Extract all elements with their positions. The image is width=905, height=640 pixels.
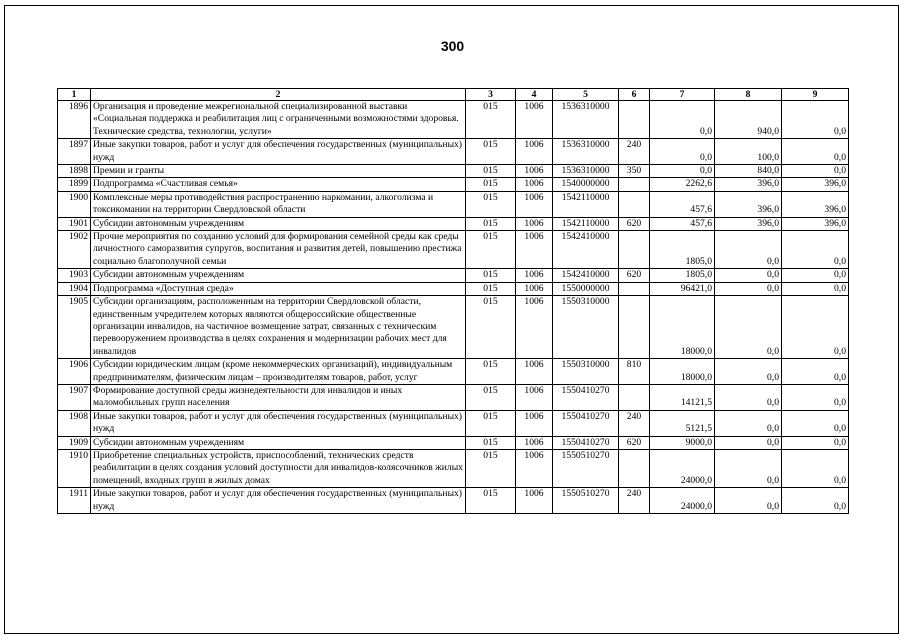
header-col-7: 7	[650, 89, 715, 101]
row-expense-type: 620	[619, 217, 650, 230]
row-section-code: 1006	[516, 139, 553, 165]
row-target-code: 1542410000	[553, 231, 619, 269]
row-number: 1910	[58, 449, 91, 487]
row-amount-year2: 0,0	[715, 282, 782, 295]
row-amount-year2: 100,0	[715, 139, 782, 165]
row-name: Субсидии автономным учреждениям	[91, 436, 466, 449]
row-amount-year1: 0,0	[650, 165, 715, 178]
row-section-code: 1006	[516, 359, 553, 385]
row-amount-year2: 840,0	[715, 165, 782, 178]
row-amount-year3: 0,0	[782, 384, 849, 410]
row-name: Подпрограмма «Доступная среда»	[91, 282, 466, 295]
row-amount-year3: 0,0	[782, 410, 849, 436]
table-row	[58, 488, 849, 514]
table-body	[58, 101, 849, 514]
row-section-code: 1006	[516, 217, 553, 230]
table-row	[58, 139, 849, 165]
row-amount-year3: 396,0	[782, 178, 849, 191]
row-amount-year3: 0,0	[782, 488, 849, 514]
row-ministry-code: 015	[466, 296, 516, 359]
row-name: Формирование доступной среды жизнедеятельности для инвалидов и иных маломобильных групп населения	[91, 384, 466, 410]
table-row	[58, 436, 849, 449]
row-target-code: 1550510270	[553, 449, 619, 487]
row-name: Организация и проведение межрегиональной специализированной выставки «Социальная поддержка и реабилитация лиц с ограниченными возможностями здоровья. Технические средства, технологии, услуги»	[91, 101, 466, 139]
header-col-2: 2	[91, 89, 466, 101]
row-name: Иные закупки товаров, работ и услуг для обеспечения государственных (муниципальных) нужд	[91, 410, 466, 436]
row-section-code: 1006	[516, 101, 553, 139]
header-col-1: 1	[58, 89, 91, 101]
row-amount-year3: 0,0	[782, 449, 849, 487]
row-amount-year2: 0,0	[715, 410, 782, 436]
row-number: 1896	[58, 101, 91, 139]
row-amount-year1: 18000,0	[650, 296, 715, 359]
row-amount-year1: 14121,5	[650, 384, 715, 410]
row-name: Комплексные меры противодействия распространению наркомании, алкоголизма и токсикомании на территории Свердловской области	[91, 191, 466, 217]
row-target-code: 1550310000	[553, 359, 619, 385]
row-section-code: 1006	[516, 436, 553, 449]
row-section-code: 1006	[516, 384, 553, 410]
row-ministry-code: 015	[466, 449, 516, 487]
row-amount-year1: 5121,5	[650, 410, 715, 436]
row-ministry-code: 015	[466, 191, 516, 217]
row-amount-year3: 396,0	[782, 191, 849, 217]
row-number: 1898	[58, 165, 91, 178]
row-expense-type: 240	[619, 410, 650, 436]
row-amount-year2: 0,0	[715, 488, 782, 514]
row-expense-type: 810	[619, 359, 650, 385]
row-expense-type	[619, 191, 650, 217]
row-expense-type: 240	[619, 139, 650, 165]
table-row	[58, 359, 849, 385]
row-number: 1911	[58, 488, 91, 514]
row-amount-year2: 0,0	[715, 449, 782, 487]
row-ministry-code: 015	[466, 231, 516, 269]
row-amount-year1: 1805,0	[650, 269, 715, 282]
row-target-code: 1550310000	[553, 296, 619, 359]
row-target-code: 1542410000	[553, 269, 619, 282]
header-col-9: 9	[782, 89, 849, 101]
row-ministry-code: 015	[466, 178, 516, 191]
row-name: Иные закупки товаров, работ и услуг для обеспечения государственных (муниципальных) нужд	[91, 488, 466, 514]
table-header-row	[58, 89, 849, 101]
row-expense-type: 620	[619, 436, 650, 449]
row-amount-year2: 0,0	[715, 359, 782, 385]
table-row	[58, 282, 849, 295]
row-amount-year2: 0,0	[715, 436, 782, 449]
row-number: 1903	[58, 269, 91, 282]
row-expense-type	[619, 178, 650, 191]
row-amount-year3: 0,0	[782, 269, 849, 282]
row-ministry-code: 015	[466, 436, 516, 449]
table-row	[58, 269, 849, 282]
row-target-code: 1540000000	[553, 178, 619, 191]
row-amount-year1: 96421,0	[650, 282, 715, 295]
row-number: 1900	[58, 191, 91, 217]
row-amount-year1: 0,0	[650, 139, 715, 165]
row-expense-type	[619, 282, 650, 295]
table-row	[58, 178, 849, 191]
row-name: Субсидии юридическим лицам (кроме некоммерческих организаций), индивидуальным предпринимателям, физическим лицам – производителям товаров, работ, услуг	[91, 359, 466, 385]
table-row	[58, 296, 849, 359]
row-number: 1901	[58, 217, 91, 230]
row-ministry-code: 015	[466, 410, 516, 436]
header-col-5: 5	[553, 89, 619, 101]
row-amount-year1: 457,6	[650, 191, 715, 217]
row-name: Премии и гранты	[91, 165, 466, 178]
row-number: 1907	[58, 384, 91, 410]
row-target-code: 1550410270	[553, 436, 619, 449]
row-amount-year1: 24000,0	[650, 488, 715, 514]
row-ministry-code: 015	[466, 269, 516, 282]
row-expense-type	[619, 296, 650, 359]
row-ministry-code: 015	[466, 384, 516, 410]
row-amount-year1: 1805,0	[650, 231, 715, 269]
header-col-4: 4	[516, 89, 553, 101]
row-section-code: 1006	[516, 191, 553, 217]
row-section-code: 1006	[516, 488, 553, 514]
budget-table	[57, 88, 849, 514]
row-amount-year2: 0,0	[715, 384, 782, 410]
row-target-code: 1536310000	[553, 165, 619, 178]
row-amount-year3: 0,0	[782, 101, 849, 139]
row-ministry-code: 015	[466, 101, 516, 139]
row-number: 1908	[58, 410, 91, 436]
row-number: 1904	[58, 282, 91, 295]
row-target-code: 1542110000	[553, 191, 619, 217]
row-ministry-code: 015	[466, 139, 516, 165]
row-amount-year2: 940,0	[715, 101, 782, 139]
table-row	[58, 231, 849, 269]
row-amount-year2: 0,0	[715, 296, 782, 359]
row-name: Субсидии организациям, расположенным на территории Свердловской области, единственным учредителем которых являются общероссийские общественные организации инвалидов, на частичное возмещение затрат, связанных с техническим перевооружением производства в целях сохранения и модернизации рабочих мест для инвалидов	[91, 296, 466, 359]
row-amount-year2: 0,0	[715, 231, 782, 269]
row-number: 1909	[58, 436, 91, 449]
row-section-code: 1006	[516, 165, 553, 178]
row-number: 1905	[58, 296, 91, 359]
row-section-code: 1006	[516, 269, 553, 282]
row-amount-year3: 0,0	[782, 436, 849, 449]
table-row	[58, 384, 849, 410]
row-amount-year1: 457,6	[650, 217, 715, 230]
row-name: Подпрограмма «Счастливая семья»	[91, 178, 466, 191]
row-target-code: 1542110000	[553, 217, 619, 230]
row-amount-year3: 0,0	[782, 165, 849, 178]
row-number: 1906	[58, 359, 91, 385]
row-ministry-code: 015	[466, 488, 516, 514]
row-name: Субсидии автономным учреждениям	[91, 269, 466, 282]
row-expense-type	[619, 101, 650, 139]
row-amount-year2: 396,0	[715, 178, 782, 191]
row-ministry-code: 015	[466, 165, 516, 178]
row-section-code: 1006	[516, 282, 553, 295]
row-expense-type	[619, 449, 650, 487]
table-row	[58, 165, 849, 178]
row-target-code: 1550510270	[553, 488, 619, 514]
row-section-code: 1006	[516, 231, 553, 269]
row-amount-year1: 24000,0	[650, 449, 715, 487]
row-ministry-code: 015	[466, 359, 516, 385]
row-target-code: 1550410270	[553, 410, 619, 436]
row-name: Приобретение специальных устройств, приспособлений, технических средств реабилитации в целях создания условий доступности для инвалидов-колясочников жилых помещений, входных групп в жилых домах	[91, 449, 466, 487]
header-col-8: 8	[715, 89, 782, 101]
table-row	[58, 449, 849, 487]
row-expense-type: 620	[619, 269, 650, 282]
row-amount-year3: 396,0	[782, 217, 849, 230]
row-amount-year1: 0,0	[650, 101, 715, 139]
header-col-3: 3	[466, 89, 516, 101]
row-section-code: 1006	[516, 296, 553, 359]
row-expense-type	[619, 231, 650, 269]
row-amount-year3: 0,0	[782, 139, 849, 165]
table-row	[58, 410, 849, 436]
row-amount-year2: 396,0	[715, 217, 782, 230]
row-amount-year3: 0,0	[782, 296, 849, 359]
page-number: 300	[440, 38, 465, 54]
row-target-code: 1536310000	[553, 101, 619, 139]
row-amount-year3: 0,0	[782, 231, 849, 269]
row-amount-year3: 0,0	[782, 282, 849, 295]
row-section-code: 1006	[516, 410, 553, 436]
row-name: Субсидии автономным учреждениям	[91, 217, 466, 230]
row-target-code: 1550000000	[553, 282, 619, 295]
row-expense-type	[619, 384, 650, 410]
row-target-code: 1550410270	[553, 384, 619, 410]
row-number: 1897	[58, 139, 91, 165]
table-row	[58, 191, 849, 217]
row-number: 1902	[58, 231, 91, 269]
row-expense-type: 350	[619, 165, 650, 178]
table-row	[58, 217, 849, 230]
row-name: Иные закупки товаров, работ и услуг для обеспечения государственных (муниципальных) нужд	[91, 139, 466, 165]
row-amount-year2: 0,0	[715, 269, 782, 282]
row-expense-type: 240	[619, 488, 650, 514]
row-ministry-code: 015	[466, 217, 516, 230]
row-ministry-code: 015	[466, 282, 516, 295]
row-amount-year2: 396,0	[715, 191, 782, 217]
table-row	[58, 101, 849, 139]
row-amount-year1: 18000,0	[650, 359, 715, 385]
row-amount-year1: 2262,6	[650, 178, 715, 191]
row-amount-year3: 0,0	[782, 359, 849, 385]
header-col-6: 6	[619, 89, 650, 101]
row-section-code: 1006	[516, 449, 553, 487]
row-amount-year1: 9000,0	[650, 436, 715, 449]
row-name: Прочие мероприятия по созданию условий для формирования семейной среды как среды личностного саморазвития супругов, воспитания и развития детей, повышению престижа социально благополучной семьи	[91, 231, 466, 269]
row-target-code: 1536310000	[553, 139, 619, 165]
row-section-code: 1006	[516, 178, 553, 191]
row-number: 1899	[58, 178, 91, 191]
